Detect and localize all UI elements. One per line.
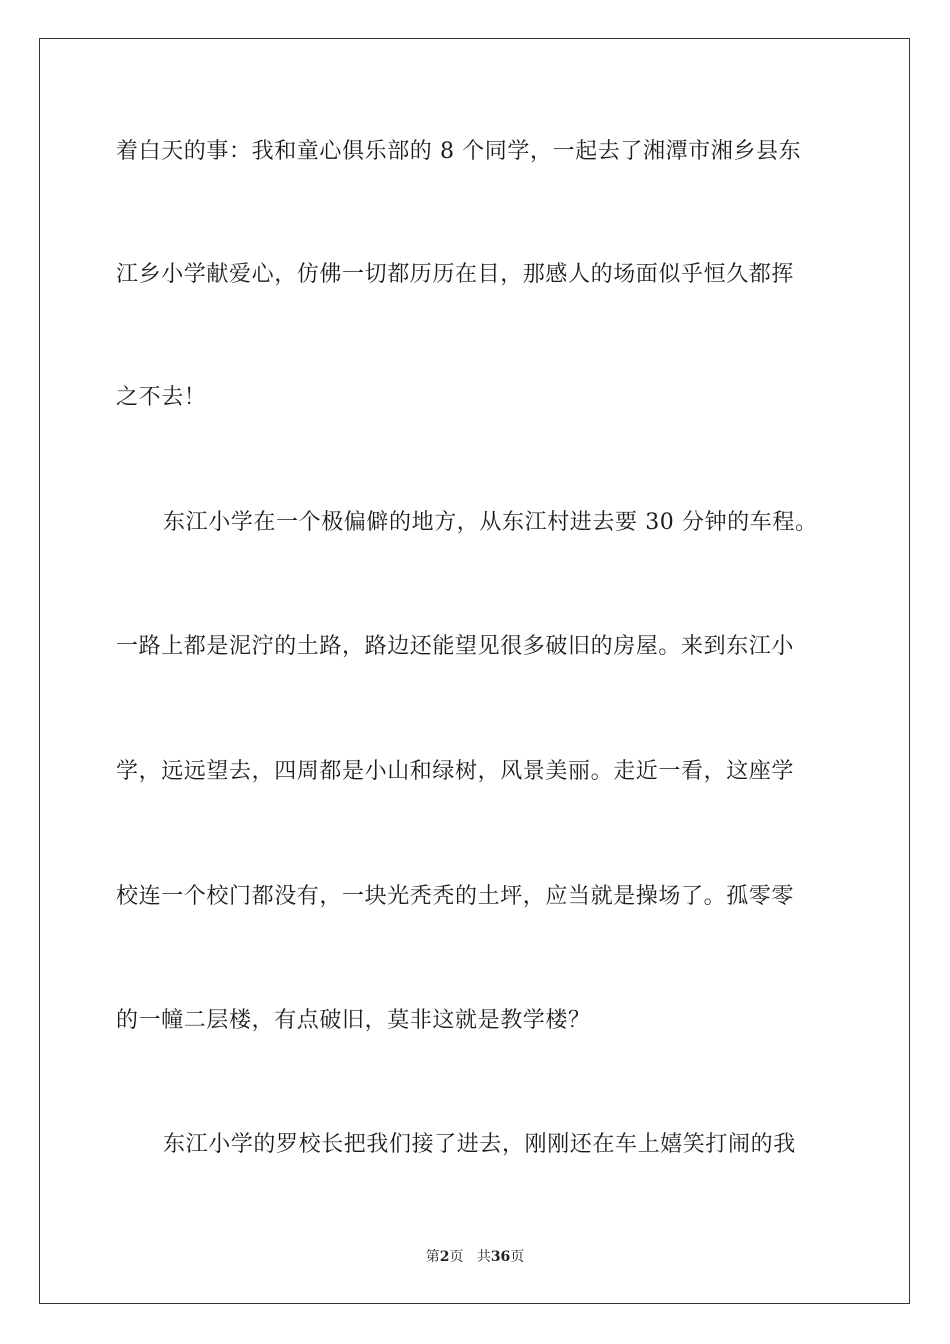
paragraph-2-line-1: 东江小学在一个极偏僻的地方，从东江村进去要 30 分钟的车程。 <box>163 510 818 535</box>
paragraph-3-line-1: 东江小学的罗校长把我们接了进去，刚刚还在车上嬉笑打闹的我 <box>163 1132 796 1157</box>
page-number-suffix: 页 <box>449 1249 464 1265</box>
paragraph-2-line-3: 学，远远望去，四周都是小山和绿树，风景美丽。走近一看，这座学 <box>116 759 795 784</box>
page-total-prefix: 共 <box>476 1249 491 1265</box>
page-border <box>39 38 910 1304</box>
text-line-3: 之不去！ <box>116 385 207 410</box>
page-total-suffix: 页 <box>510 1249 525 1265</box>
page-number-prefix: 第 <box>425 1249 440 1265</box>
text-line-1: 着白天的事：我和童心俱乐部的 8 个同学，一起去了湘潭市湘乡县东 <box>116 139 802 164</box>
page-number-current: 2 <box>439 1249 450 1265</box>
page-number-total: 36 <box>490 1249 511 1265</box>
paragraph-2-line-4: 校连一个校门都没有，一块光秃秃的土坪，应当就是操场了。孤零零 <box>116 884 795 909</box>
page-footer <box>0 1247 950 1267</box>
paragraph-2-line-2: 一路上都是泥泞的土路，路边还能望见很多破旧的房屋。来到东江小 <box>116 634 795 659</box>
paragraph-2-line-5: 的一幢二层楼，有点破旧，莫非这就是教学楼？ <box>116 1008 591 1033</box>
text-line-2: 江乡小学献爱心，仿佛一切都历历在目，那感人的场面似乎恒久都挥 <box>116 262 795 287</box>
